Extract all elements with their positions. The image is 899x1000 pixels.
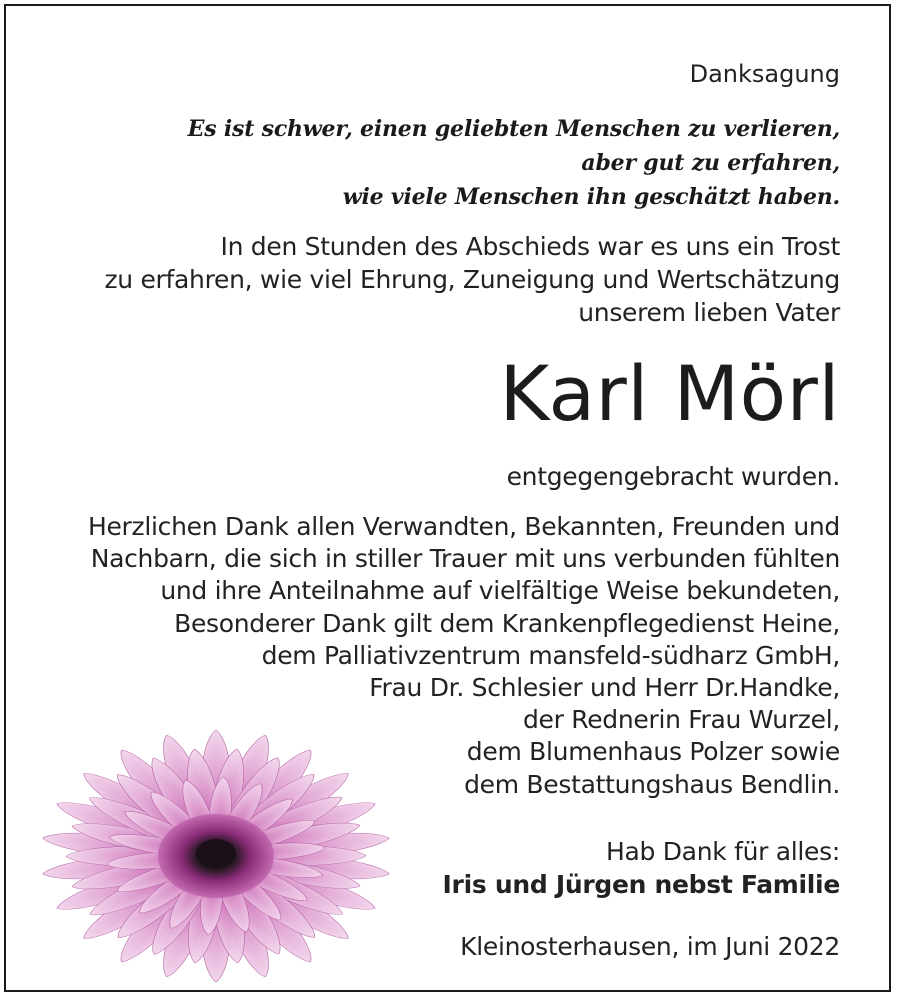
flower-icon — [36, 696, 416, 986]
thanks-line: Nachbarn, die sich in stiller Trauer mit uns verbunden fühlten — [90, 544, 840, 574]
closing — [443, 835, 840, 901]
after-name-text: entgegengebracht wurden. — [506, 462, 840, 491]
thanks-line: Frau Dr. Schlesier und Herr Dr.Handke, — [369, 673, 840, 703]
heading: Danksagung — [689, 60, 840, 88]
place-date: Kleinosterhausen, im Juni 2022 — [460, 932, 840, 961]
intro-line: zu erfahren, wie viel Ehrung, Zuneigung und Wertschätzung — [104, 265, 840, 294]
intro-text — [104, 230, 840, 329]
thanks-line: dem Bestattungshaus Bendlin. — [464, 769, 840, 799]
intro-line: unserem lieben Vater — [578, 298, 840, 327]
thanks-line: der Rednerin Frau Wurzel, — [522, 705, 840, 735]
signature: Iris und Jürgen nebst Familie — [442, 870, 840, 899]
thanks-line: Herzlichen Dank allen Verwandten, Bekannten, Freunden und — [87, 512, 840, 541]
obituary-notice — [4, 4, 891, 992]
quote-line: aber gut zu erfahren, — [581, 150, 840, 176]
closing-line: Hab Dank für alles: — [606, 837, 840, 866]
thanks-line: dem Palliativzentrum mansfeld-südharz GmbH, — [261, 640, 840, 670]
thanks-line: Besonderer Dank gilt dem Krankenpflegedienst Heine, — [174, 608, 840, 638]
deceased-name: Karl Mörl — [499, 349, 840, 438]
quote-line: Es ist schwer, einen geliebten Menschen zu verlieren, — [187, 116, 840, 142]
intro-line: In den Stunden des Abschieds war es uns ein Trost — [220, 232, 840, 261]
thanks-line: dem Blumenhaus Polzer sowie — [466, 737, 840, 767]
thanks-line: und ihre Anteilnahme auf vielfältige Weise bekundeten, — [160, 576, 840, 606]
quote — [188, 112, 840, 214]
quote-line: wie viele Menschen ihn geschätzt haben. — [342, 184, 840, 210]
